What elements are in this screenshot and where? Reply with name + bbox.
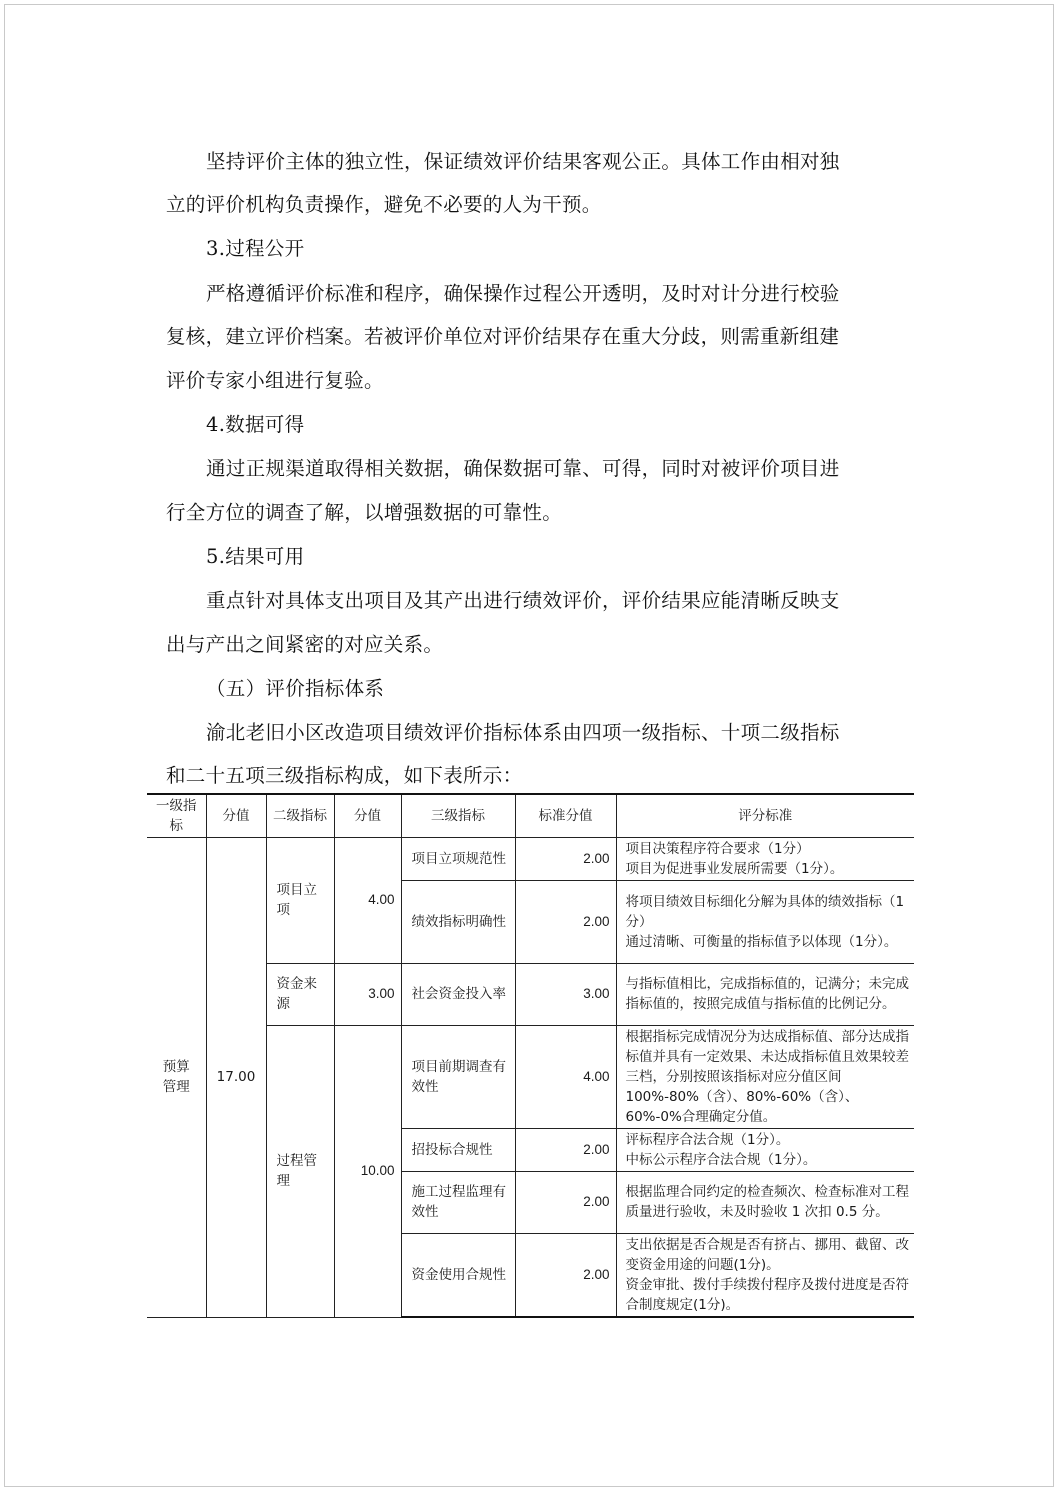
level3-name: 项目前期调查有效性 — [401, 1025, 515, 1128]
criteria-cell — [616, 1128, 914, 1171]
table-row — [147, 837, 914, 880]
paragraph-line: 严格遵循评价标准和程序，确保操作过程公开透明，及时对计分进行校验 — [206, 282, 840, 305]
paragraph-line: 行全方位的调查了解，以增强数据的可靠性。 — [166, 501, 563, 524]
level2-name: 项目立项 — [266, 837, 334, 963]
criteria-line: 通过清晰、可衡量的指标值予以体现（1分）。 — [625, 933, 898, 950]
level2-score: 3.00 — [334, 963, 401, 1025]
level2-name: 过程管理 — [266, 1025, 334, 1317]
level3-name: 社会资金投入率 — [401, 963, 515, 1025]
level3-name: 项目立项规范性 — [401, 837, 515, 880]
level3-name: 招投标合规性 — [401, 1128, 515, 1171]
level3-name: 资金使用合规性 — [401, 1233, 515, 1317]
paragraph-line: 和二十五项三级指标构成，如下表所示： — [166, 764, 523, 787]
criteria-cell — [616, 1025, 914, 1128]
criteria-line: 评标程序合法合规（1分）。 — [625, 1131, 790, 1148]
criteria-cell — [616, 837, 914, 880]
criteria-cell — [616, 963, 914, 1025]
paragraph-line: 复核，建立评价档案。若被评价单位对评价结果存在重大分歧，则需重新组建 — [166, 325, 840, 348]
criteria-line: 根据指标完成情况分为达成指标值、部分达成指标值并具有一定效果、未达成指标值且效果较差三档，分别按照该指标对应分值区间 100%-80%（含）、80%-60%（含）、60%-0%合理确定分值。 — [625, 1028, 909, 1125]
section-heading: 4.数据可得 — [206, 413, 305, 436]
level3-score: 2.00 — [515, 1171, 616, 1233]
paragraph-line: 出与产出之间紧密的对应关系。 — [166, 633, 444, 656]
section-heading: （五）评价指标体系 — [206, 677, 385, 700]
level3-name: 绩效指标明确性 — [401, 880, 515, 963]
header-level3: 三级指标 — [401, 794, 515, 837]
level3-score: 3.00 — [515, 963, 616, 1025]
criteria-line: 与指标值相比，完成指标值的，记满分；未完成指标值的，按照完成值与指标值的比例记分。 — [625, 976, 909, 1012]
header-criteria: 评分标准 — [616, 794, 914, 837]
criteria-line: 资金审批、拨付手续拨付程序及拨付进度是否符合制度规定(1分)。 — [625, 1276, 909, 1313]
paragraph-line: 重点针对具体支出项目及其产出进行绩效评价，评价结果应能清晰反映支 — [206, 589, 840, 612]
criteria-cell — [616, 1233, 914, 1317]
table-header-row — [147, 794, 914, 837]
header-score2: 分值 — [334, 794, 401, 837]
criteria-line: 项目决策程序符合要求（1分） — [625, 840, 810, 857]
level2-name: 资金来源 — [266, 963, 334, 1025]
paragraph-line: 坚持评价主体的独立性，保证绩效评价结果客观公正。具体工作由相对独 — [206, 150, 840, 173]
header-std-score: 标准分值 — [515, 794, 616, 837]
criteria-cell — [616, 880, 914, 963]
criteria-line: 将项目绩效目标细化分解为具体的绩效指标（1分） — [625, 893, 905, 930]
criteria-line: 项目为促进事业发展所需要（1分）。 — [625, 860, 844, 877]
level3-name: 施工过程监理有效性 — [401, 1171, 515, 1233]
header-level1: 一级指标 — [147, 794, 206, 837]
level2-score: 4.00 — [334, 837, 401, 963]
criteria-cell — [616, 1171, 914, 1233]
level3-score: 2.00 — [515, 1128, 616, 1171]
criteria-line: 支出依据是否合规是否有挤占、挪用、截留、改变资金用途的问题(1分)。 — [625, 1236, 909, 1273]
level3-score: 2.00 — [515, 837, 616, 880]
paragraph-line: 立的评价机构负责操作，避免不必要的人为干预。 — [166, 193, 602, 216]
criteria-line: 中标公示程序合法合规（1分）。 — [625, 1151, 817, 1168]
criteria-line: 根据监理合同约定的检查频次、检查标准对工程质量进行验收，未及时验收 1 次扣 0.5 分。 — [625, 1184, 909, 1220]
level1-score: 17.00 — [206, 837, 266, 1317]
header-level2: 二级指标 — [266, 794, 334, 837]
paragraph-line: 评价专家小组进行复验。 — [166, 369, 384, 392]
paragraph-line: 通过正规渠道取得相关数据，确保数据可靠、可得，同时对被评价项目进 — [206, 457, 840, 480]
level2-score: 10.00 — [334, 1025, 401, 1317]
header-score1: 分值 — [206, 794, 266, 837]
level3-score: 2.00 — [515, 880, 616, 963]
level1-name: 预算管理 — [147, 837, 206, 1317]
level3-score: 2.00 — [515, 1233, 616, 1317]
level3-score: 4.00 — [515, 1025, 616, 1128]
section-heading: 3.过程公开 — [206, 237, 305, 260]
indicator-table — [147, 793, 914, 1318]
paragraph-line: 渝北老旧小区改造项目绩效评价指标体系由四项一级指标、十项二级指标 — [206, 721, 840, 744]
section-heading: 5.结果可用 — [206, 545, 305, 568]
